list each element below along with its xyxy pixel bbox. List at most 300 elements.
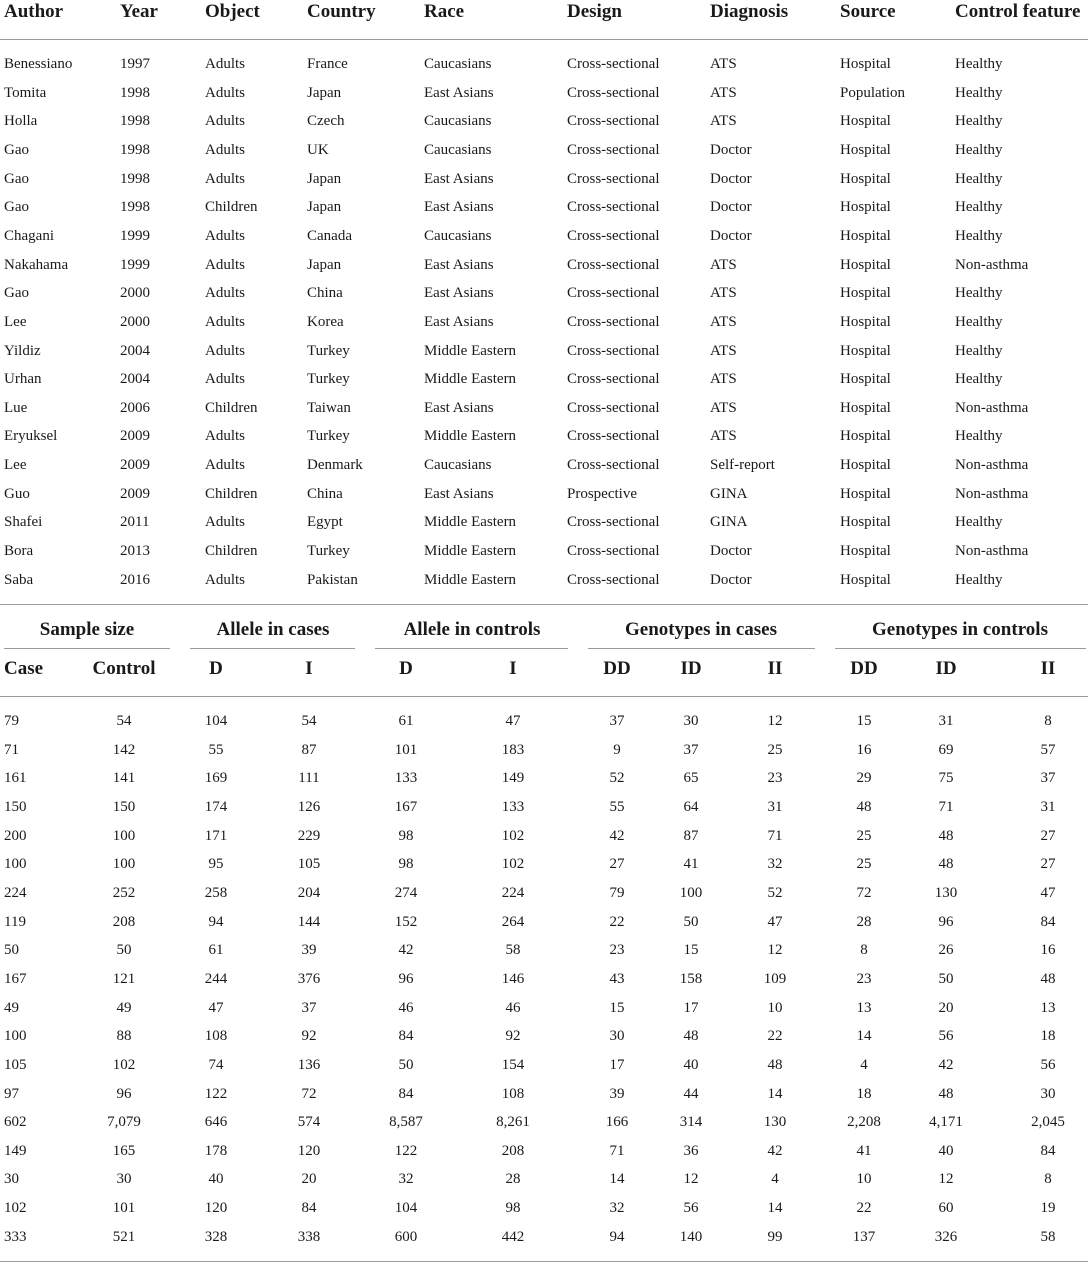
table1-cell: ATS [710,371,737,388]
table1-cell: Cross-sectional [567,227,660,244]
table2-cell: 75 [938,770,954,787]
table1-cell: ATS [710,113,737,130]
table1-cell: 2009 [120,428,150,445]
table2-cell: 14 [767,1085,783,1102]
table2-cell: 71 [767,827,783,844]
table2-cell: 72 [301,1085,317,1102]
table2-cell: 29 [856,770,872,787]
table1-cell: Doctor [710,227,752,244]
table1-cell: UK [307,141,329,158]
table1-cell: Cross-sectional [567,371,660,388]
table2-cell: 50 [938,970,954,987]
table1-cell: Healthy [955,56,1003,72]
table1-cell: Caucasians [424,457,492,474]
table2-cell: 32 [398,1171,414,1188]
table1-cell: Korea [307,313,344,330]
table2-cell: 92 [301,1028,317,1045]
table2-cell: 56 [938,1028,954,1045]
table1-cell: Children [205,199,258,216]
table2-cell: 55 [609,799,625,815]
table2-cell: 13 [1040,999,1056,1016]
table2-cell: 100 [4,856,27,873]
table1-cell: Benessiano [4,56,73,72]
table2-cell: 104 [394,1200,418,1216]
table1-header-cell: Race [424,1,465,22]
table2-cell: 50 [116,942,132,959]
table2-cell: 23 [609,942,625,959]
table2-cell: 17 [609,1056,625,1073]
table2-cell: 152 [394,913,418,930]
table2-cell: 40 [938,1142,954,1159]
table2-cell: 27 [609,856,625,873]
table2-cell: 15 [856,713,872,729]
table2-cell: 79 [609,884,625,901]
table1-cell: Hospital [840,514,891,531]
table2-cell: 22 [767,1028,783,1045]
table1-cell: Adults [205,371,246,388]
table1-cell: Canada [307,227,352,244]
table1-cell: 2004 [120,371,150,388]
table1-cell: Caucasians [424,113,492,130]
table1-cell: 1999 [120,256,150,273]
table2-cell: 274 [394,884,418,901]
table2-cell: 18 [856,1085,872,1102]
table1-cell: Healthy [955,199,1003,216]
table1-cell: Doctor [710,199,752,216]
table1-cell: 2004 [120,342,150,359]
table1-cell: Healthy [955,571,1003,588]
table2-group-header: Allele in controls [403,619,541,640]
table2-cell: 8 [1044,713,1052,729]
table2-cell: 72 [856,884,872,901]
table2-cell: 442 [501,1228,525,1245]
table2-cell: 10 [856,1171,872,1188]
table1-cell: East Asians [424,256,494,273]
table2-cell: 19 [1040,1200,1056,1216]
table2-cell: 122 [204,1085,228,1102]
table1-cell: Non-asthma [955,256,1029,273]
table2-cell: 105 [297,856,321,873]
table2-cell: 18 [1040,1028,1056,1045]
table2-cell: 44 [683,1085,699,1102]
table2-cell: 48 [767,1056,783,1073]
table2-cell: 36 [683,1142,699,1159]
table2-cell: 104 [204,713,228,729]
table2-cell: 48 [938,856,954,873]
table1-cell: Japan [307,84,342,101]
table2-cell: 46 [398,999,414,1016]
table1-cell: Czech [307,113,345,130]
table1-cell: Healthy [955,514,1003,531]
table1-cell: Saba [4,571,34,588]
table2-cell: 48 [1040,970,1056,987]
table2-cell: 200 [4,827,27,844]
table2-cell: 333 [4,1228,27,1245]
table2-cell: 41 [856,1142,872,1159]
table2-cell: 100 [112,827,136,844]
table2-cell: 2,045 [1031,1114,1065,1131]
table2-cell: 2,208 [847,1114,881,1131]
table1-cell: ATS [710,428,737,445]
table2-cell: 126 [297,799,321,815]
table2-cell: 87 [683,827,699,844]
table1-cell: Doctor [710,543,752,559]
table2-group-rule [375,648,568,649]
table2-cell: 574 [297,1114,321,1131]
table1-cell: 1998 [120,199,150,216]
table1-cell: Cross-sectional [567,113,660,130]
table2-cell: 40 [683,1056,699,1073]
table1-cell: Caucasians [424,56,492,72]
table2-cell: 119 [4,913,26,930]
table2-cell: 314 [679,1114,703,1131]
table1-cell: Middle Eastern [424,514,517,531]
table2-cell: 50 [683,913,699,930]
table1-cell: Gao [4,170,29,187]
table1-cell: ATS [710,256,737,273]
table1-cell: Japan [307,199,342,216]
table1-cell: Guo [4,485,30,502]
table2-group-header: Sample size [39,619,135,640]
table1-cell: Adults [205,313,246,330]
table2-cell: 150 [112,799,136,815]
table1-cell: Gao [4,285,29,302]
table2-cell: 25 [767,741,783,758]
table2-cell: 84 [1040,913,1056,930]
table2-cell: 32 [767,856,783,873]
table2-cell: 84 [301,1200,317,1216]
table1-cell: Adults [205,514,246,531]
table1-cell: 1997 [120,56,150,72]
table1-cell: Taiwan [307,399,351,416]
table2-cell: 55 [208,741,224,758]
table2-group-header: Genotypes in cases [625,619,777,640]
table1-cell: Healthy [955,342,1003,359]
table2-cell: 71 [938,799,954,815]
table2-cell: 10 [767,999,783,1016]
table1-cell: Tomita [4,84,47,101]
table2-cell: 43 [609,970,625,987]
table1-header-cell: Year [120,1,158,22]
table2-cell: 4 [771,1171,779,1188]
table2-cell: 32 [609,1200,625,1216]
table1-cell: Shafei [4,514,43,531]
table2-cell: 30 [683,713,699,729]
table2-cell: 58 [505,942,521,959]
table2-cell: 42 [398,942,414,959]
table2-cell: 17 [683,999,699,1016]
table2-cell: 521 [112,1228,136,1245]
table2-cell: 57 [1040,741,1056,758]
table2-cell: 120 [204,1200,228,1216]
table2-cell: 208 [501,1142,525,1159]
table1-cell: Cross-sectional [567,141,660,158]
table2-cell: 20 [938,999,954,1016]
table1-cell: Gao [4,199,29,216]
table2-cell: 52 [767,884,783,901]
table2-cell: 376 [297,970,321,987]
table1-cell: Japan [307,170,342,187]
table1-cell: East Asians [424,170,494,187]
table2-subheader-cell: Case [4,658,44,679]
table2-cell: 15 [609,999,625,1016]
table2-cell: 166 [605,1114,629,1131]
table2-cell: 39 [609,1085,625,1102]
table2-cell: 27 [1040,856,1056,873]
table1-cell: Doctor [710,170,752,187]
table2-cell: 150 [4,799,27,815]
table2-cell: 154 [501,1056,525,1073]
table1-cell: Eryuksel [4,428,58,445]
table1-cell: Hospital [840,170,891,187]
table1-cell: China [307,285,343,302]
table2-cell: 31 [767,799,783,815]
table2-cell: 12 [767,942,783,959]
table2-cell: 9 [613,741,621,758]
table2-cell: 96 [938,913,954,930]
table2-group-header: Genotypes in controls [872,619,1048,640]
table1-cell: Lee [4,313,27,330]
table2-cell: 264 [501,913,525,930]
table2-cell: 49 [4,999,19,1016]
table2-cell: 31 [938,713,954,729]
table2-subheader-cell: DD [850,658,878,679]
table2-cell: 22 [609,913,625,930]
table1-cell: Adults [205,571,246,588]
table2-cell: 49 [116,999,132,1016]
table2-subheader-cell: II [1040,658,1056,679]
table2-cell: 26 [938,942,954,959]
table1-cell: ATS [710,399,737,416]
table2-cell: 102 [501,827,525,844]
table2-cell: 37 [1040,770,1056,787]
table2-cell: 102 [501,856,525,873]
table1-cell: Hospital [840,571,891,588]
table1-cell: Healthy [955,428,1003,445]
table2-cell: 224 [4,884,27,901]
table2-cell: 4 [860,1056,868,1073]
table2-cell: 12 [938,1171,954,1188]
table1-cell: 1998 [120,141,150,158]
table2-cell: 37 [301,999,317,1016]
table1-cell: Hospital [840,313,891,330]
table1-header-cell: Diagnosis [710,1,789,22]
table2-cell: 229 [297,827,321,844]
table2-cell: 61 [208,942,224,959]
table1-cell: Hospital [840,256,891,273]
table1-cell: Japan [307,256,342,273]
table2-cell: 64 [683,799,699,815]
table2-cell: 100 [112,856,136,873]
table1-cell: Self-report [710,457,775,474]
table2-cell: 133 [501,799,525,815]
table1-cell: 1998 [120,84,150,101]
table2-cell: 47 [767,913,783,930]
table2-cell: 98 [505,1200,521,1216]
table2-cell: 30 [609,1028,625,1045]
table1-cell: Adults [205,170,246,187]
table2-cell: 40 [208,1171,224,1188]
table1-cell: 2009 [120,485,150,502]
table2-cell: 108 [204,1028,228,1045]
table1-cell: Non-asthma [955,399,1029,416]
table2-cell: 224 [501,884,525,901]
table2-cell: 122 [394,1142,418,1159]
table2-cell: 56 [1040,1056,1056,1073]
table2-cell: 30 [4,1171,19,1188]
table1-cell: Healthy [955,285,1003,302]
table2-cell: 130 [763,1114,787,1131]
table1-cell: Turkey [307,371,350,388]
table2-cell: 42 [938,1056,954,1073]
table2-cell: 50 [398,1056,414,1073]
table2-cell: 42 [609,827,625,844]
table2-cell: 48 [938,1085,954,1102]
table1-cell: Adults [205,113,246,130]
table2-subheader-cell: Control [92,658,156,679]
table2-subheader-cell: DD [603,658,631,679]
table2-cell: 71 [4,741,19,758]
table1-cell: Healthy [955,371,1003,388]
table1-cell: Population [840,84,906,101]
table2-cell: 14 [856,1028,872,1045]
table1-cell: 2006 [120,399,150,416]
table1-cell: Non-asthma [955,543,1029,559]
table1-cell: Cross-sectional [567,457,660,474]
table1-cell: Healthy [955,313,1003,330]
table2-cell: 165 [112,1142,136,1159]
table1-cell: Hospital [840,56,891,72]
table1-cell: Children [205,485,258,502]
table2-cell: 252 [112,884,136,901]
table2-group-rule [588,648,815,649]
table1-header-cell: Design [567,1,622,22]
table1-cell: Turkey [307,342,350,359]
table2-cell: 167 [4,970,27,987]
table2-cell: 144 [297,913,321,930]
table2-cell: 98 [398,827,414,844]
table1-cell: Hospital [840,457,891,474]
table1-cell: Healthy [955,170,1003,187]
table1-cell: Healthy [955,113,1003,130]
table1-cell: Middle Eastern [424,543,517,559]
table1-cell: Adults [205,285,246,302]
table1-cell: Hospital [840,113,891,130]
table1-cell: East Asians [424,199,494,216]
table1-cell: Prospective [567,485,637,502]
table2-cell: 47 [1040,884,1056,901]
table2-cell: 46 [505,999,521,1016]
table1-cell: Adults [205,84,246,101]
table1-cell: Adults [205,428,246,445]
table2-cell: 71 [609,1142,625,1159]
table2-cell: 28 [856,913,872,930]
table1-cell: Healthy [955,227,1003,244]
table1-cell: Hospital [840,342,891,359]
table2-cell: 161 [4,770,27,787]
table1-cell: ATS [710,285,737,302]
table2-cell: 111 [298,770,320,787]
table2-cell: 8 [860,942,868,959]
table2-cell: 326 [934,1228,958,1245]
table2-cell: 244 [204,970,228,987]
table1-cell: GINA [710,485,748,502]
table2-cell: 96 [116,1085,132,1102]
table1-cell: Cross-sectional [567,313,660,330]
table1-cell: Adults [205,56,246,72]
table1-cell: Adults [205,457,246,474]
table2-cell: 16 [1040,942,1056,959]
table1-cell: Cross-sectional [567,56,660,72]
table2-subheader-cell: ID [935,658,957,679]
table2-cell: 97 [4,1085,19,1102]
table1-cell: France [307,56,348,72]
table2-group-rule [190,648,355,649]
table2-cell: 48 [856,799,872,815]
table2-cell: 204 [297,884,321,901]
table1-cell: 1999 [120,227,150,244]
table1-cell: 2016 [120,571,150,588]
table2-cell: 23 [767,770,783,787]
table1-cell: Urhan [4,371,42,388]
table2-cell: 84 [398,1085,414,1102]
table1-cell: Denmark [307,457,363,474]
table1-cell: GINA [710,514,748,531]
table1-cell: Doctor [710,571,752,588]
table1-cell: Cross-sectional [567,170,660,187]
table1-cell: 2009 [120,457,150,474]
table1-cell: Lee [4,457,27,474]
table1-header-cell: Object [205,1,260,22]
table1-cell: Hospital [840,428,891,445]
table2-header-rule [0,696,1088,697]
table2-cell: 94 [609,1228,625,1245]
table1-cell: Egypt [307,514,343,531]
table2-cell: 167 [394,799,418,815]
table1-cell: Children [205,399,258,416]
table2-cell: 22 [856,1200,872,1216]
table1-cell: Hospital [840,543,891,559]
table2-cell: 84 [1040,1142,1056,1159]
table1-cell: Caucasians [424,227,492,244]
table1-cell: Chagani [4,227,54,244]
table2-cell: 27 [1040,827,1056,844]
table2-cell: 208 [112,913,136,930]
table2-cell: 100 [679,884,703,901]
table2-cell: 56 [683,1200,699,1216]
table2-cell: 15 [683,942,699,959]
table1-header-cell: Author [4,1,64,22]
table2-cell: 79 [4,713,19,729]
table2-cell: 94 [208,913,224,930]
table1-cell: Middle Eastern [424,371,517,388]
table2-subheader-cell: II [767,658,783,679]
table1-cell: Turkey [307,428,350,445]
table1-cell: Hospital [840,485,891,502]
table2-cell: 60 [938,1200,954,1216]
table2-cell: 102 [4,1200,27,1216]
table2-cell: 12 [767,713,783,729]
table2-cell: 23 [856,970,872,987]
table1-cell: Cross-sectional [567,571,660,588]
table2-cell: 141 [112,770,136,787]
table2-cell: 102 [112,1056,136,1073]
table1-cell: Cross-sectional [567,285,660,302]
table1-cell: ATS [710,84,737,101]
table1-cell: Cross-sectional [567,399,660,416]
table1-cell: Middle Eastern [424,342,517,359]
table1-cell: Adults [205,342,246,359]
